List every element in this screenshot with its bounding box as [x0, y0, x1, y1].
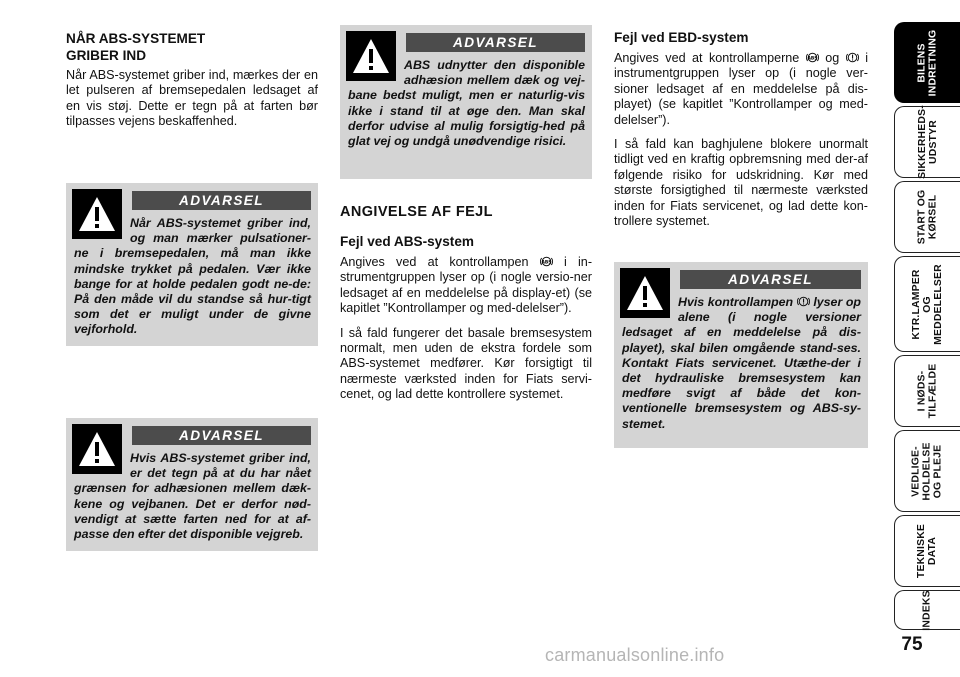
tab-start-og-korsel[interactable]: [894, 181, 960, 253]
tab-label: INDEKS: [922, 589, 933, 631]
heading-line1: NÅR ABS-SYSTEMET: [66, 31, 206, 46]
ebd-fault-subheading: Fejl ved EBD-system: [614, 30, 749, 45]
tab-label: VEDLIGE- HOLDELSE OG PLEJE: [911, 441, 944, 501]
fault-indication-heading: ANGIVELSE AF FEJL: [340, 204, 493, 220]
ebd-fault-paragraph: [614, 51, 868, 128]
footer-watermark: carmanualsonline.info: [545, 645, 725, 665]
warning-triangle-icon: [72, 189, 122, 239]
warning-text: ABS udnytter den disponible adhæsion mellem dæk og vej-bane bedst muligt, men er naturlig-vis ikke i stand til at øge den. Man skal derfor udvise al mulig forsigtig-hed på glat vej og undgå unødvendige risici.: [348, 58, 585, 149]
abs-intro-paragraph: Når ABS-systemet griber ind, mærkes der en let pulseren af bremsepedalen ledsaget af en vis støj. Dette er tegn på at farten bør tilpasses vejens beskaffenhed.: [66, 68, 318, 129]
warning-box-adhesion-limit: [66, 418, 318, 551]
abs-fault-paragraph: [340, 255, 592, 317]
svg-text:ABS: ABS: [807, 56, 818, 62]
ebd-fault-text-a: Angives ved at kontrollamperne: [614, 51, 800, 65]
warning-box-pulsation: [66, 183, 318, 346]
abs-fault-text-b: i in-strumentgruppen lyser op (i nogle versio-ner ledsaget af en meddelelse på display-et) (se kapitlet ”Kontrollamper og med-delelser”).: [340, 255, 593, 316]
abs-fault-text-a: Angives ved at kontrollampen: [340, 255, 529, 269]
page-number: 75: [901, 634, 923, 655]
warning-text-b: lyser op alene (i nogle versioner ledsaget af en meddelelse på dis-playet), skal bilen omgående stand-ses. Kontakt Fiats servicenet. Utæthe-der i det hydrauliske bremsesystem kan medføre svigt af både det kon-ventionelle bremsesystem og ABS-sy-stemet.: [622, 295, 861, 431]
tab-i-nodstilfaelde[interactable]: [894, 355, 960, 427]
tab-tekniske-data[interactable]: [894, 515, 960, 587]
warning-text-a: Hvis kontrollampen: [678, 295, 794, 309]
tab-label: SIKKERHEDS- UDSTYR: [916, 105, 939, 179]
warning-label: ADVARSEL: [680, 270, 861, 289]
tab-label: KTR.LAMPER OG MEDDELELSER: [911, 263, 944, 345]
ebd-fault-text-b: i instrumentgruppen lyser op (i nogle ver-sioner ledsaget af en meddelelse på dis-playet) (se kapitlet ”Kontrollamper og med-delelser”).: [614, 51, 869, 127]
warning-triangle-icon: [346, 31, 396, 81]
warning-label: ADVARSEL: [132, 426, 311, 445]
brake-lamp-icon: [797, 295, 810, 308]
tab-kontrollamper[interactable]: [894, 256, 960, 352]
section-heading: [66, 30, 318, 64]
tab-sikkerhedsudstyr[interactable]: [894, 106, 960, 178]
warning-box-abs-adhesion: [340, 25, 592, 179]
chapter-tabs: [894, 0, 960, 677]
abs-lamp-icon: [806, 51, 819, 64]
tab-label: I NØDS- TILFÆLDE: [916, 363, 939, 419]
tab-label: START OG KØRSEL: [916, 189, 939, 245]
abs-fault-consequence-paragraph: I så fald fungerer det basale bremsesystem normalt, men uden de ekstra fordele som ABS-systemet medfører. Kør forsigtigt til nærmeste værksted inden for Fiats servi-cenet, og lad dette kontrollere systemet.: [340, 325, 592, 402]
warning-box-brake-lamp: [614, 262, 868, 448]
tab-label: TEKNISKE DATA: [916, 523, 939, 579]
warning-label: ADVARSEL: [132, 191, 311, 210]
ebd-fault-og: og: [825, 51, 840, 65]
tab-bilens-indretning[interactable]: [894, 22, 960, 103]
warning-triangle-icon: [72, 424, 122, 474]
tab-label: BILENS INDRETNING: [916, 29, 938, 96]
brake-lamp-icon: [846, 51, 859, 64]
warning-triangle-icon: [620, 268, 670, 318]
heading-line2: GRIBER IND: [66, 48, 147, 63]
abs-fault-subheading: Fejl ved ABS-system: [340, 234, 474, 249]
svg-text:ABS: ABS: [541, 260, 552, 266]
warning-text: Når ABS-systemet griber ind, og man mærker pulsationer-ne i bremsepedalen, må man ikke mindske trykket på pedalen. Vær ikke bange for at holde pedalen godt ne-de: På den måde vil du standse så hur-tigt som det er muligt under de givne vejforhold.: [74, 216, 311, 337]
warning-label: ADVARSEL: [406, 33, 585, 52]
tab-vedligeholdelse[interactable]: [894, 430, 960, 512]
tab-indeks[interactable]: [894, 590, 960, 630]
ebd-fault-consequence-paragraph: I så fald kan baghjulene blokere unormalt tidligt ved en kraftig opbremsning med der-af følgende risiko for udskridning. Kør med største forsigtighed til nærmeste værksted inden for Fiats servicenet, og lad dette kon-trollere systemet.: [614, 137, 868, 229]
warning-text: Hvis ABS-systemet griber ind, er det tegn på at du har nået grænsen for adhæsionen mellem dæk-kene og vejbanen. Det er derfor nød-vendigt at sætte farten ned for at af-passe den efter det disponible vejgreb.: [74, 451, 311, 542]
abs-lamp-icon: [540, 255, 553, 268]
